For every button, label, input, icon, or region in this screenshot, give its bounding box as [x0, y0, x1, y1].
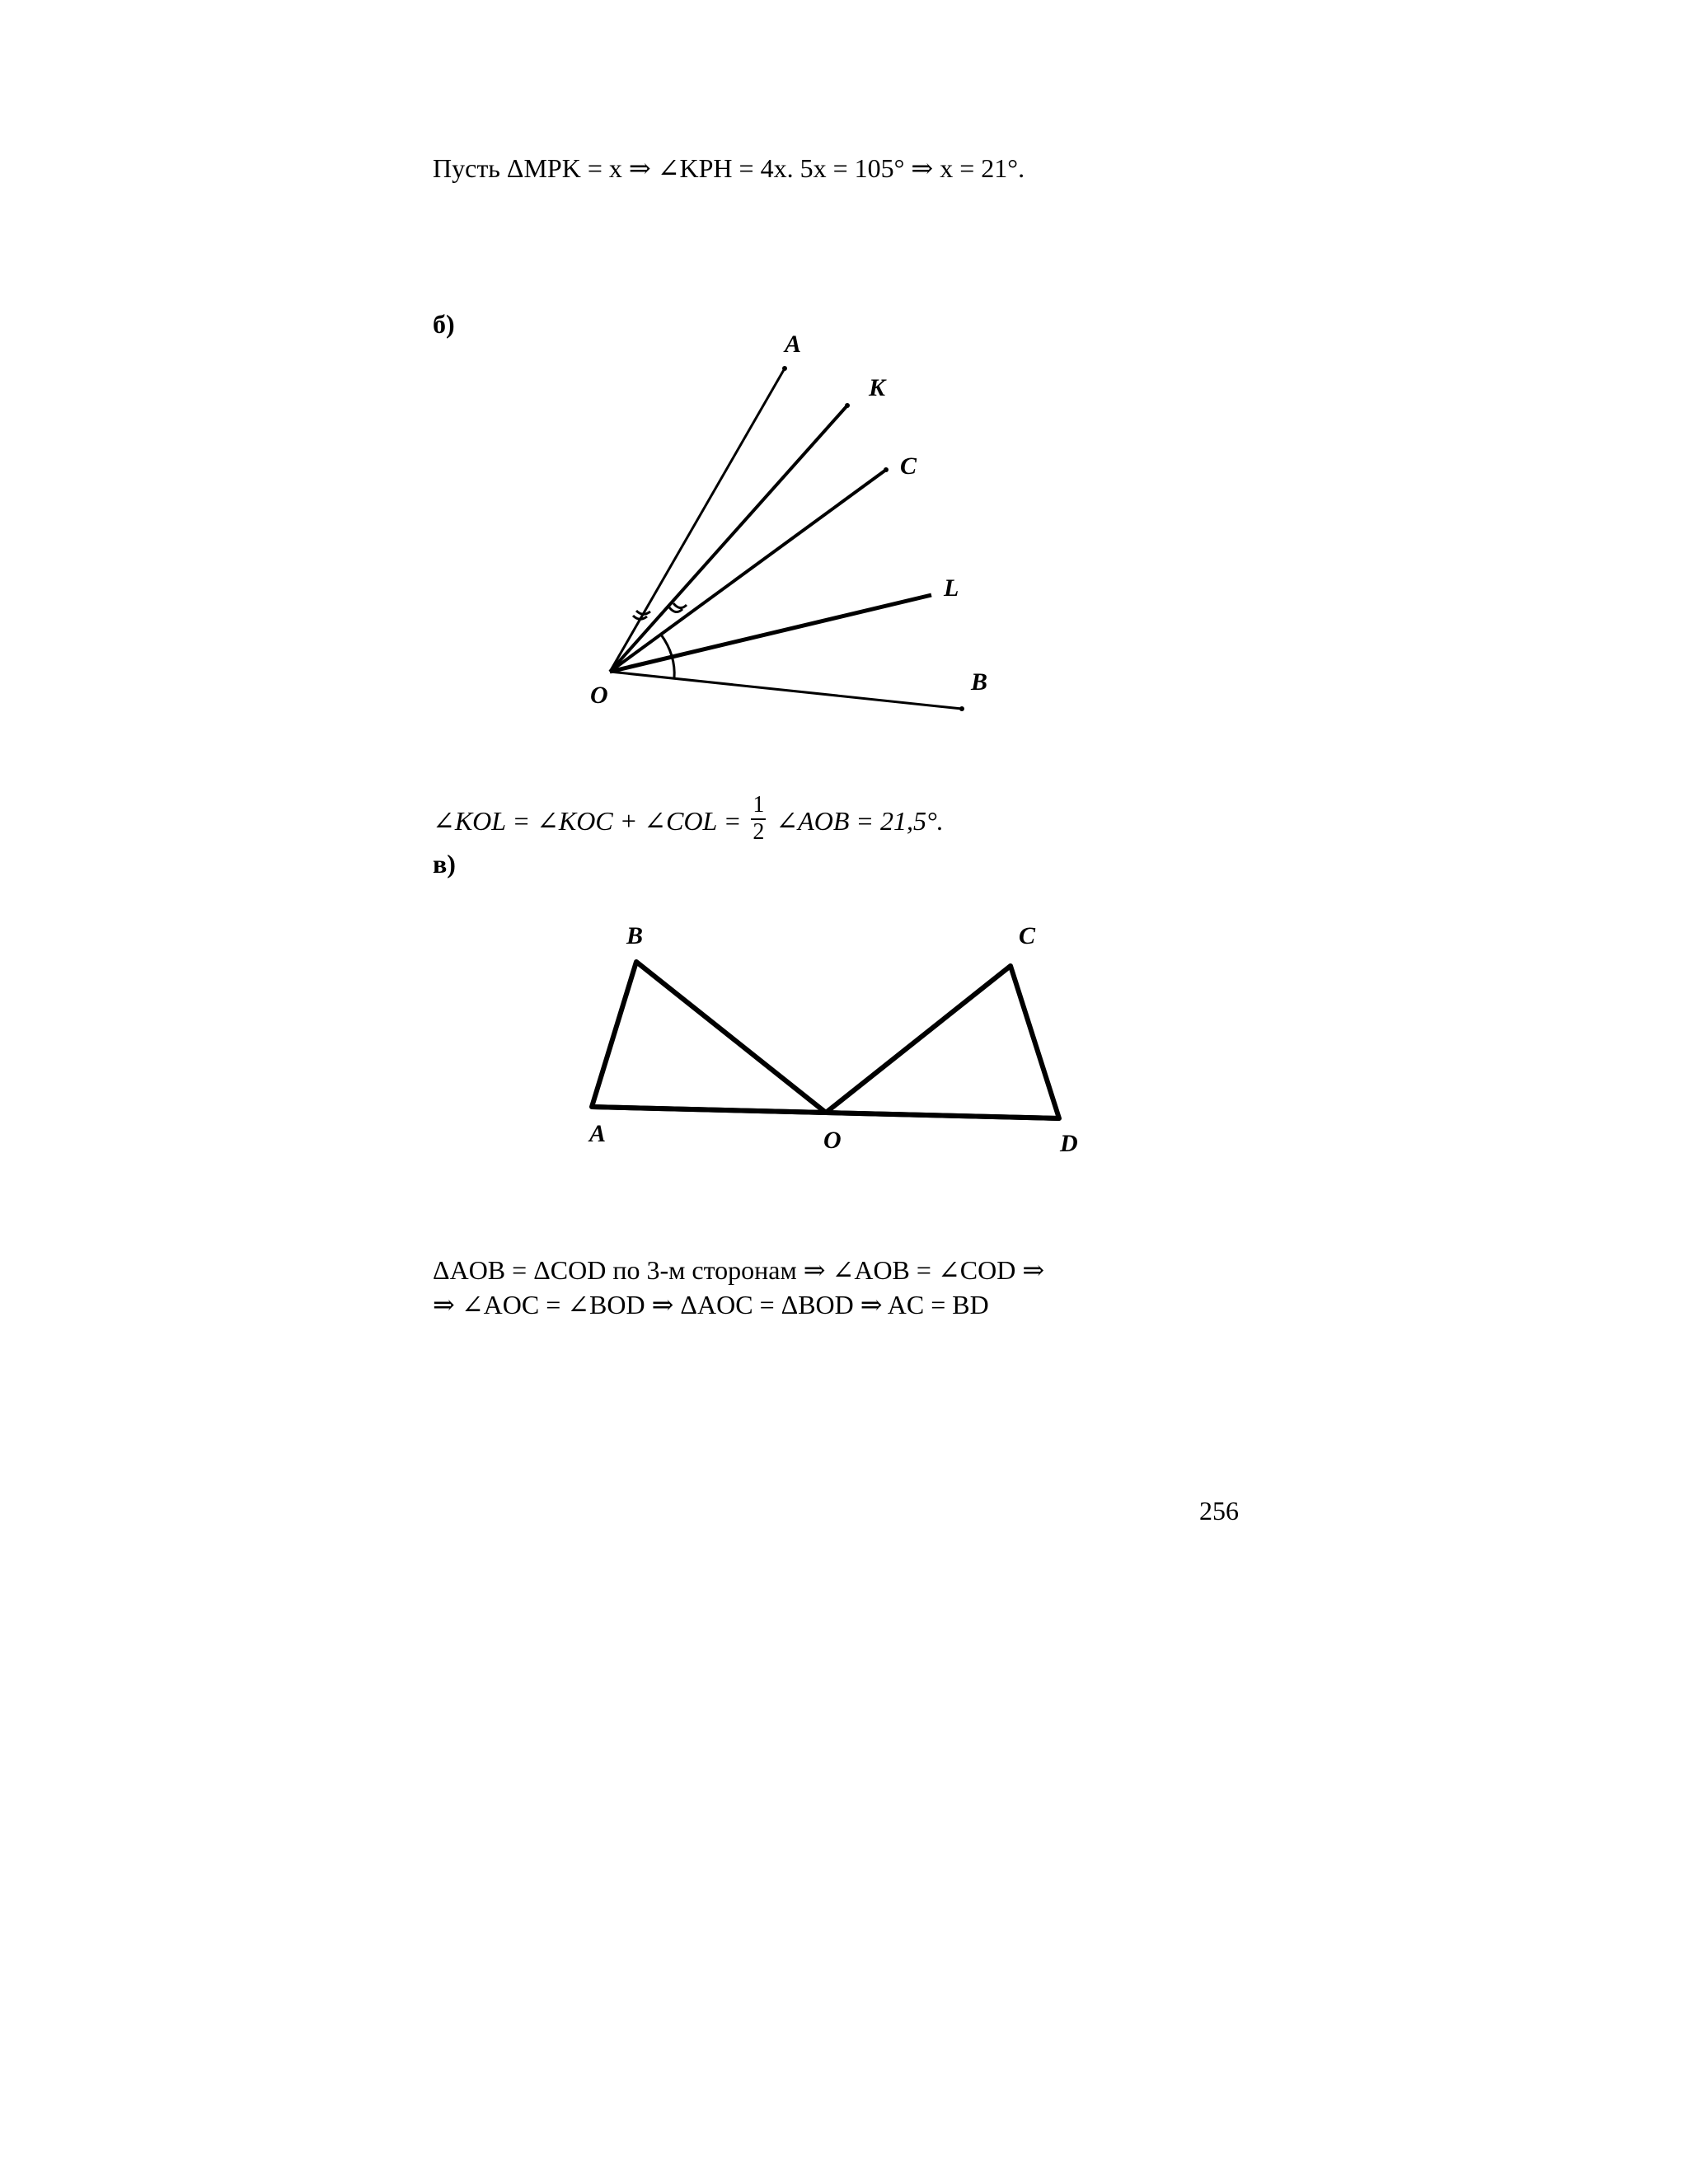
ray-OA — [610, 368, 785, 672]
label-C: C — [900, 452, 917, 480]
triangle-COD — [826, 966, 1059, 1118]
formula-b — [433, 792, 944, 851]
fraction-one-half: $\frac{1}{2}$ — [753, 792, 765, 845]
label-L: L — [944, 574, 959, 602]
page-number: 256 — [1199, 1496, 1239, 1526]
ray-OC — [610, 470, 886, 672]
equation-line-1: Пусть ΔMPK = x ⇒ ∠KPH = 4x. 5x = 105° ⇒ x = 21°. — [433, 153, 1025, 183]
ray-OK — [610, 405, 847, 672]
label-D: D — [1060, 1130, 1078, 1157]
ray-OL — [610, 595, 931, 672]
section-label-v: в) — [433, 849, 456, 879]
ray-OB — [610, 672, 962, 709]
conclusion-line-2: ⇒ ∠AOC = ∠BOD ⇒ ΔAOC = ΔBOD ⇒ AC = BD — [433, 1290, 989, 1319]
label-A: A — [785, 330, 802, 358]
figure-b-angles — [569, 309, 997, 738]
label-O: O — [590, 682, 608, 709]
segment-AD — [592, 1107, 1059, 1118]
conclusion-line-1: ΔAOB = ΔCOD по 3-м сторонам ⇒ ∠AOB = ∠COD ⇒ — [433, 1255, 1045, 1285]
label-B: B — [626, 922, 644, 949]
label-A: A — [589, 1120, 607, 1147]
formula-b-right: ∠AOB = 21,5°. — [776, 806, 944, 837]
figure-v-triangles — [548, 861, 1092, 1207]
section-label-b: б) — [433, 309, 455, 339]
label-C: C — [1019, 922, 1036, 949]
label-O: O — [823, 1127, 842, 1154]
label-K: K — [869, 374, 886, 401]
label-B: B — [971, 668, 988, 696]
triangle-AOB — [592, 962, 826, 1113]
formula-b-left: ∠KOL = ∠KOC + ∠COL = — [433, 806, 742, 837]
